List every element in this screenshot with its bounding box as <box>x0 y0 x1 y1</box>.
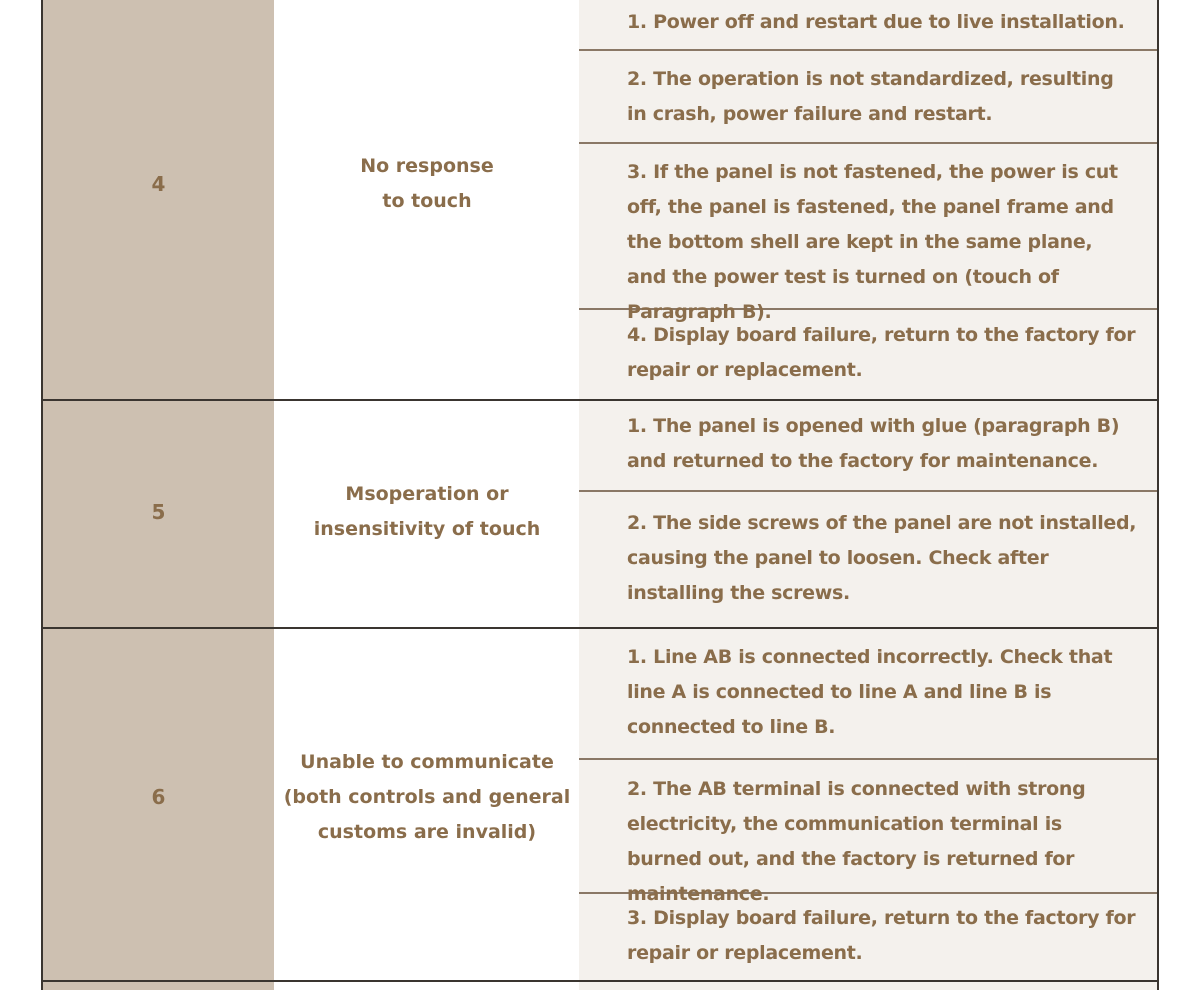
solution-item: 1. The panel is opened with glue (paragraph B) and returned to the factory for maintenance. <box>627 415 1120 472</box>
solution-item: 4. Display board failure, return to the factory for repair or replacement. <box>627 324 1136 381</box>
problem-line: insensitivity of touch <box>313 518 541 540</box>
solution-divider <box>579 142 1157 144</box>
problem-line: No response <box>360 155 494 177</box>
row-divider <box>43 399 1157 401</box>
table-border-right <box>1157 0 1159 990</box>
row-number: 6 <box>151 785 166 809</box>
problem-line: to touch <box>382 190 472 212</box>
row-number: 5 <box>151 500 166 524</box>
row-divider <box>43 627 1157 629</box>
problem-line: Unable to communicate <box>300 751 554 773</box>
problem-line: Msoperation or <box>345 483 509 505</box>
solution-divider <box>579 490 1157 492</box>
solution-item: 3. If the panel is not fastened, the power is cut off, the panel is fastened, the panel frame and the bottom shell are kept in the same plane, and the power test is turned on (touch of Paragraph B). <box>627 161 1118 323</box>
solution-item: 2. The side screws of the panel are not installed, causing the panel to loosen. Check after installing the screws. <box>627 512 1137 604</box>
solution-item: 1. Power off and restart due to live installation. <box>627 11 1125 33</box>
problem-description <box>280 149 574 219</box>
row-divider <box>43 980 1157 982</box>
problem-line: (both controls and general <box>283 786 571 808</box>
solution-item: 2. The operation is not standardized, resulting in crash, power failure and restart. <box>627 68 1114 125</box>
problem-description <box>280 745 574 850</box>
solution-divider <box>579 758 1157 760</box>
solution-item: 2. The AB terminal is connected with strong electricity, the communication terminal is burned out, and the factory is returned for maintenance. <box>627 778 1086 905</box>
solution-item: 1. Line AB is connected incorrectly. Check that line A is connected to line A and line B is connected to line B. <box>627 646 1113 738</box>
row-number: 4 <box>151 172 166 196</box>
solution-item: 3. Display board failure, return to the factory for repair or replacement. <box>627 907 1136 964</box>
problem-line: customs are invalid) <box>317 821 537 843</box>
solution-divider <box>579 49 1157 51</box>
problem-description <box>280 477 574 547</box>
